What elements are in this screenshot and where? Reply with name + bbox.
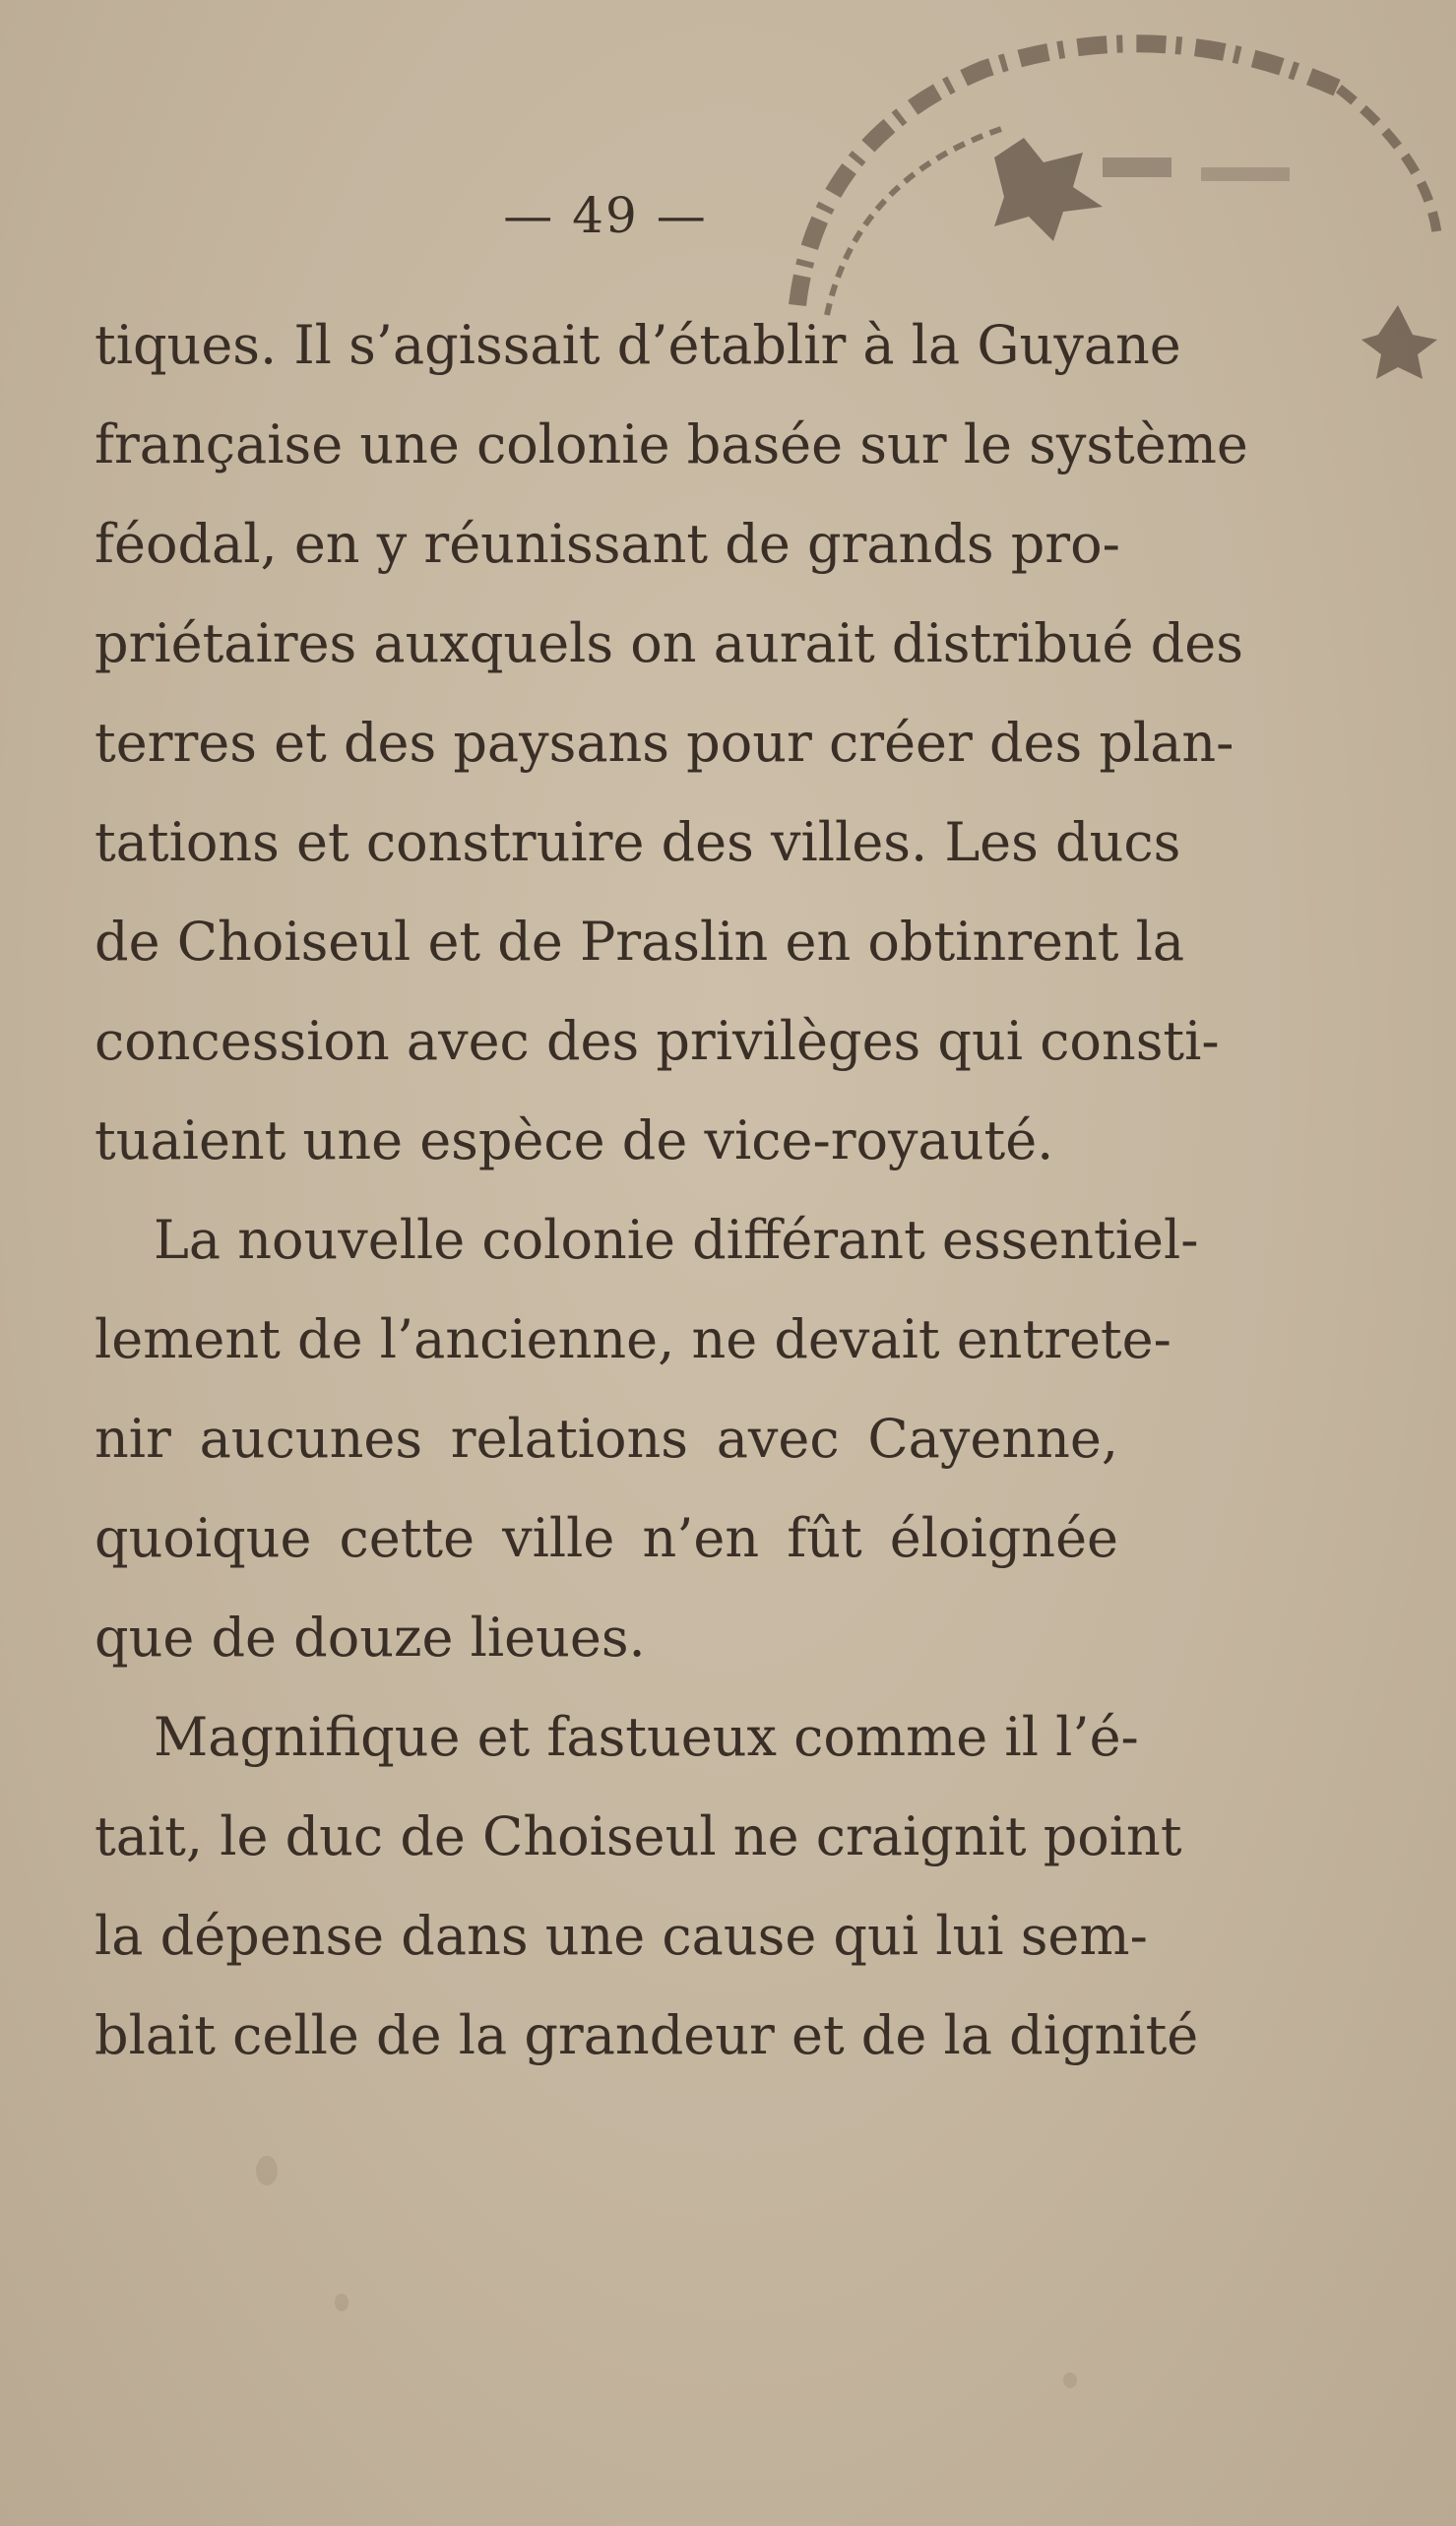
text-line: terres et des paysans pour créer des plan-: [95, 712, 1234, 774]
body-text: [95, 295, 1248, 2085]
text-line: Magnifique et fastueux comme il l’é-: [154, 1706, 1139, 1768]
paragraph: [95, 295, 1248, 1190]
text-line: que de douze lieues.: [95, 1607, 646, 1669]
paragraph: [95, 1687, 1199, 2085]
text-line: priétaires auxquels on aurait distribué des: [95, 612, 1243, 674]
page-number: — 49 —: [503, 187, 708, 244]
text-line: tait, le duc de Choiseul ne craignit point: [95, 1805, 1182, 1867]
text-line: française une colonie basée sur le système: [95, 413, 1248, 475]
text-line: tations et construire des villes. Les ducs: [95, 811, 1181, 873]
text-line: féodal, en y réunissant de grands pro-: [95, 513, 1120, 575]
paragraph: [95, 1190, 1199, 1687]
text-line: lement de l’ancienne, ne devait entrete-: [95, 1308, 1171, 1370]
text-line: nir aucunes relations avec Cayenne,: [95, 1408, 1118, 1470]
text-line: blait celle de la grandeur et de la dignité: [95, 2004, 1199, 2066]
text-line: de Choiseul et de Praslin en obtinrent la: [95, 911, 1185, 973]
text-line: la dépense dans une cause qui lui sem-: [95, 1905, 1148, 1967]
text-line: La nouvelle colonie différant essentiel-: [154, 1209, 1199, 1271]
paper-speck: [256, 2156, 278, 2185]
text-line: tiques. Il s’agissait d’établir à la Guyane: [95, 314, 1181, 376]
text-line: quoique cette ville n’en fût éloignée: [95, 1507, 1118, 1569]
text-line: concession avec des privilèges qui consti-: [95, 1010, 1220, 1072]
paper-speck: [1063, 2372, 1077, 2388]
paper-speck: [335, 2294, 348, 2311]
text-line: tuaient une espèce de vice-royauté.: [95, 1109, 1054, 1171]
